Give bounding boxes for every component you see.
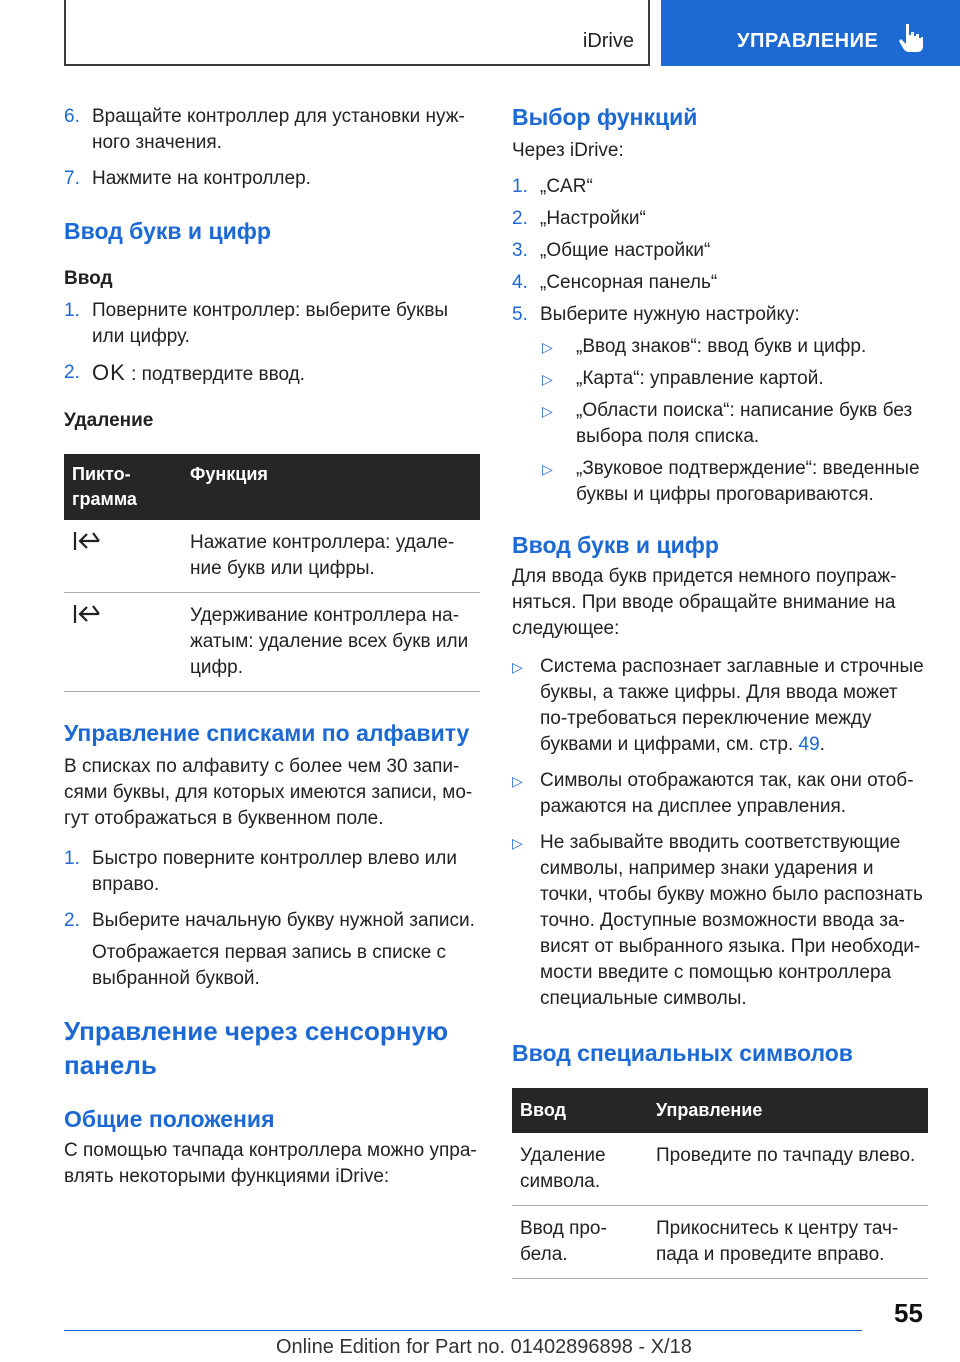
list-item: 4. „Сенсорная панель“: [512, 272, 718, 293]
list-item: ▷ Система распознает заглавные и строчные буквы, а также цифры. Для ввода может по-требоваться переключение между буквами и цифрами, см. стр. 49.: [512, 656, 924, 755]
footer-edition: Online Edition for Part no. 01402896898 - X/18: [276, 1336, 692, 1358]
list-item: ▷ Символы отображаются так, как они отоб-ражаются на дисплее управления.: [512, 770, 914, 817]
list-item: 2. OK : подтвердите ввод.: [64, 360, 305, 385]
triangle-bullet-icon: ▷: [542, 371, 553, 387]
alphabet-paragraph: В списках по алфавиту с более чем 30 запи-сями буквы, для которых имеются записи, мо-гут отображаться в буквенном поле.: [64, 756, 473, 829]
table-header: Ввод Управление: [512, 1088, 928, 1133]
list-item: 3. „Общие настройки“: [512, 240, 711, 261]
list-item: 7. Нажмите на контроллер.: [64, 168, 311, 189]
list-item: ▷ „Звуковое подтверждение“: введенные буквы и цифры проговариваются.: [542, 458, 920, 505]
list-item: 5. Выберите нужную настройку:: [512, 304, 800, 325]
header-section-title: iDrive: [582, 30, 634, 52]
page-link[interactable]: 49: [798, 734, 820, 755]
list-item: 1. Быстро поверните контроллер влево или вправо.: [64, 848, 457, 895]
list-item: ▷ „Ввод знаков“: ввод букв и цифр.: [512, 334, 928, 360]
triangle-bullet-icon: ▷: [512, 659, 523, 675]
delete-arrow-icon: [72, 603, 104, 625]
table-header: Пикто-грамма Функция: [64, 454, 480, 520]
triangle-bullet-icon: ▷: [512, 773, 523, 789]
heading-select-functions: Выбор функций: [512, 104, 698, 130]
ok-icon: OK: [92, 360, 126, 385]
triangle-bullet-icon: ▷: [542, 461, 553, 477]
pictogram-table: [64, 454, 480, 692]
header-chapter-box: [661, 0, 960, 66]
general-paragraph: С помощью тачпада контроллера можно упра-влять некоторыми функциями iDrive:: [64, 1140, 477, 1187]
pointing-hand-icon: [897, 22, 925, 54]
list-item: ▷ Не забывайте вводить соответствующие символы, например знаки ударения и точки, чтобы букву можно было распознать точно. Доступные возможности ввода за-висят от выбранного языка. При необходи-мости введите с помощью контроллера специальные символы.: [512, 832, 923, 1009]
list-item: ▷ „Карта“: управление картой.: [512, 366, 928, 392]
list-item: 1. Поверните контроллер: выберите буквы или цифру.: [64, 300, 449, 347]
heading-touchpad: Управление через сенсорную панель: [64, 1016, 449, 1080]
list-item: 2. „Настройки“: [512, 208, 646, 229]
subheading-delete: Удаление: [64, 410, 154, 431]
header-section-box: [64, 0, 650, 66]
page-number: 55: [894, 1298, 923, 1328]
list-item: 1. „CAR“: [512, 176, 593, 197]
delete-arrow-icon: [72, 530, 104, 552]
footer-divider: [64, 1330, 862, 1331]
triangle-bullet-icon: ▷: [542, 339, 553, 355]
heading-alphabet: Управление списками по алфавиту: [64, 720, 470, 746]
list-item: ▷ „Области поиска“: написание букв без выбора поля списка.: [542, 400, 913, 447]
heading-general: Общие положения: [64, 1106, 275, 1132]
heading-input: Ввод букв и цифр: [64, 218, 271, 244]
table-row: Нажатие контроллера: удале-ние букв или цифры.: [64, 520, 480, 593]
alphabet-note: Отображается первая запись в списке с выбранной буквой.: [92, 942, 447, 989]
list-item: 2. Выберите начальную букву нужной записи.: [64, 910, 475, 931]
header-chapter-title: УПРАВЛЕНИЕ: [737, 30, 879, 52]
special-chars-table: [512, 1088, 928, 1279]
table-row: Удерживание контроллера на-жатым: удаление всех букв или цифр.: [64, 593, 480, 692]
list-item: 6. Вращайте контроллер для установки нуж-ного значения.: [64, 106, 465, 153]
via-idrive: Через iDrive:: [512, 140, 624, 161]
table-row: Удаление символа. Проведите по тачпаду влево.: [512, 1133, 928, 1206]
input-paragraph: Для ввода букв придется немного поупраж-няться. При вводе обращайте внимание на следующее:: [512, 566, 897, 639]
table-row: Ввод про-бела. Прикоснитесь к центру тач-пада и проведите вправо.: [512, 1206, 928, 1279]
heading-input-right: Ввод букв и цифр: [512, 532, 719, 558]
heading-special-chars: Ввод специальных символов: [512, 1040, 853, 1066]
triangle-bullet-icon: ▷: [512, 835, 523, 851]
subheading-input: Ввод: [64, 268, 113, 289]
triangle-bullet-icon: ▷: [542, 403, 553, 419]
